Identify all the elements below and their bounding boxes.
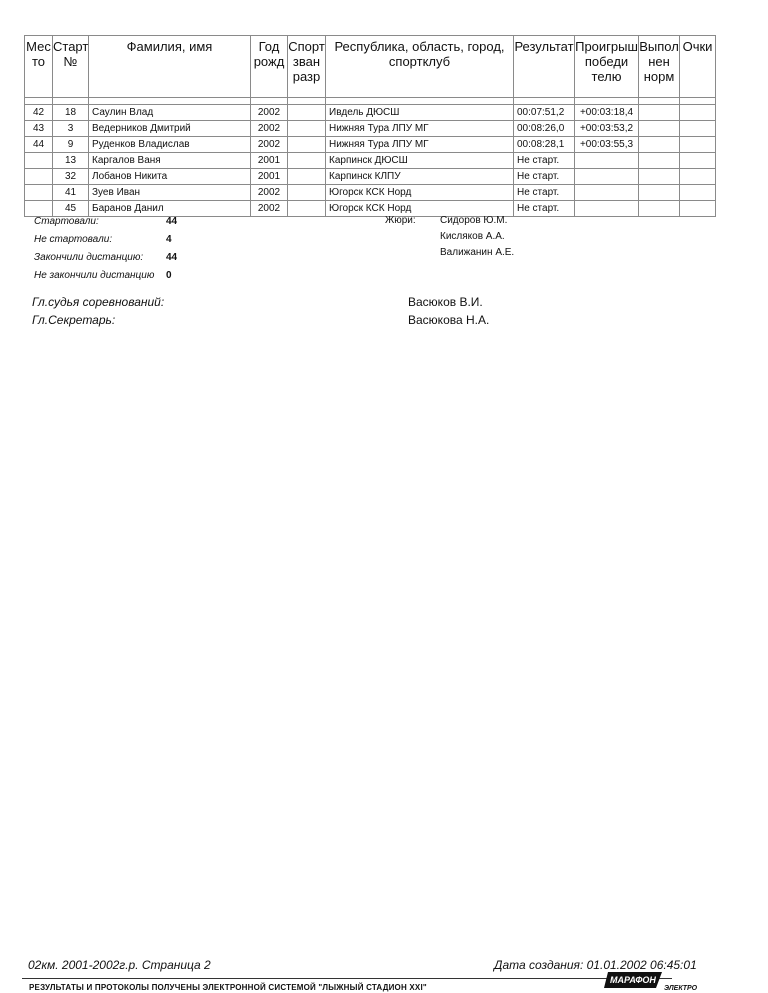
- stat-label: Стартовали:: [34, 216, 99, 227]
- table-row: [25, 137, 716, 153]
- cell-name: Лобанов Никита: [89, 169, 251, 185]
- stat-value: 44: [166, 252, 178, 263]
- cell-result: 00:08:26,0: [514, 121, 575, 137]
- stat-value: 44: [166, 216, 178, 227]
- cell-name: Баранов Данил: [89, 201, 251, 217]
- cell-points: [680, 185, 716, 201]
- table-row: [25, 185, 716, 201]
- cell-place: 42: [25, 105, 53, 121]
- jury-member: Сидоров Ю.М.: [440, 215, 508, 226]
- cell-norm: [639, 169, 680, 185]
- stat-label: Не стартовали:: [34, 234, 113, 245]
- cell-region: Нижняя Тура ЛПУ МГ: [326, 121, 514, 137]
- cell-rank: [288, 169, 326, 185]
- cell-result: 00:08:28,1: [514, 137, 575, 153]
- stat-finished: [34, 249, 178, 267]
- official-role: Гл.Секретарь:: [32, 313, 116, 327]
- stat-label: Закончили дистанцию:: [34, 252, 144, 263]
- cell-behind: [575, 153, 639, 169]
- footer-created-date: Дата создания: 01.01.2002 06:45:01: [494, 958, 697, 972]
- jury-members: [440, 213, 600, 261]
- officials-block: [32, 293, 490, 329]
- cell-region: Ивдель ДЮСШ: [326, 105, 514, 121]
- header-points: Очки: [680, 36, 716, 98]
- cell-rank: [288, 185, 326, 201]
- cell-region: Карпинск ДЮСШ: [326, 153, 514, 169]
- cell-points: [680, 201, 716, 217]
- marathon-logo: [604, 970, 714, 992]
- header-result: Результат: [514, 36, 575, 98]
- jury-member: Валижанин А.Е.: [440, 247, 515, 258]
- official-chief-judge: [32, 293, 483, 311]
- cell-behind: [575, 185, 639, 201]
- results-table: [24, 35, 716, 217]
- cell-points: [680, 153, 716, 169]
- jury-label: Жюри:: [385, 215, 416, 226]
- header-region: Республика, область, город, спортклуб: [326, 36, 514, 98]
- official-name: Васюкова Н.А.: [408, 313, 490, 327]
- official-role: Гл.судья соревнований:: [32, 295, 165, 309]
- footer-divider: [22, 978, 672, 979]
- table-row: [25, 169, 716, 185]
- header-start: Старт №: [53, 36, 89, 98]
- table-row: [25, 105, 716, 121]
- header-row: [25, 36, 716, 98]
- cell-rank: [288, 201, 326, 217]
- cell-norm: [639, 105, 680, 121]
- cell-name: Зуев Иван: [89, 185, 251, 201]
- stat-value: 0: [166, 270, 172, 281]
- cell-year: 2001: [251, 153, 288, 169]
- cell-norm: [639, 153, 680, 169]
- stat-value: 4: [166, 234, 172, 245]
- header-name: Фамилия, имя: [89, 36, 251, 98]
- cell-place: 44: [25, 137, 53, 153]
- cell-behind: +00:03:55,3: [575, 137, 639, 153]
- cell-rank: [288, 121, 326, 137]
- cell-rank: [288, 137, 326, 153]
- cell-norm: [639, 137, 680, 153]
- cell-place: [25, 169, 53, 185]
- cell-region: Югорск КСК Норд: [326, 185, 514, 201]
- logo-subtext: ЭЛЕКТРО: [664, 985, 698, 992]
- table-row: [25, 153, 716, 169]
- cell-points: [680, 105, 716, 121]
- header-norm: Выпол нен норм: [639, 36, 680, 98]
- cell-start: 41: [53, 185, 89, 201]
- cell-name: Каргалов Ваня: [89, 153, 251, 169]
- header-rank: Спорт зван разр: [288, 36, 326, 98]
- spacer-row: [25, 98, 716, 105]
- cell-points: [680, 137, 716, 153]
- cell-year: 2001: [251, 169, 288, 185]
- cell-place: [25, 153, 53, 169]
- official-name: Васюков В.И.: [408, 295, 483, 309]
- header-behind: Проигрыш победи телю: [575, 36, 639, 98]
- cell-year: 2002: [251, 201, 288, 217]
- cell-year: 2002: [251, 185, 288, 201]
- statistics-block: [34, 213, 178, 285]
- cell-start: 32: [53, 169, 89, 185]
- cell-norm: [639, 201, 680, 217]
- cell-region: Нижняя Тура ЛПУ МГ: [326, 137, 514, 153]
- footer-system-note: РЕЗУЛЬТАТЫ И ПРОТОКОЛЫ ПОЛУЧЕНЫ ЭЛЕКТРОННОЙ СИСТЕМОЙ "ЛЫЖНЫЙ СТАДИОН XXI": [29, 983, 427, 992]
- cell-result: 00:07:51,2: [514, 105, 575, 121]
- cell-rank: [288, 153, 326, 169]
- cell-result: Не старт.: [514, 169, 575, 185]
- cell-region: Югорск КСК Норд: [326, 201, 514, 217]
- cell-name: Ведерников Дмитрий: [89, 121, 251, 137]
- cell-year: 2002: [251, 105, 288, 121]
- stat-started: [34, 213, 178, 231]
- stat-not-started: [34, 231, 172, 249]
- cell-behind: [575, 169, 639, 185]
- logo-text: МАРАФОН: [610, 975, 656, 985]
- cell-start: 9: [53, 137, 89, 153]
- cell-result: Не старт.: [514, 201, 575, 217]
- cell-start: 18: [53, 105, 89, 121]
- header-year: Год рожд: [251, 36, 288, 98]
- cell-start: 13: [53, 153, 89, 169]
- cell-behind: +00:03:53,2: [575, 121, 639, 137]
- stat-not-finished: [34, 267, 172, 285]
- stat-label: Не закончили дистанцию: [34, 270, 155, 281]
- cell-behind: +00:03:18,4: [575, 105, 639, 121]
- cell-rank: [288, 105, 326, 121]
- cell-place: 43: [25, 121, 53, 137]
- cell-name: Саулин Влад: [89, 105, 251, 121]
- cell-region: Карпинск КЛПУ: [326, 169, 514, 185]
- table-row: [25, 121, 716, 137]
- cell-norm: [639, 121, 680, 137]
- cell-start: 45: [53, 201, 89, 217]
- cell-start: 3: [53, 121, 89, 137]
- cell-result: Не старт.: [514, 153, 575, 169]
- cell-norm: [639, 185, 680, 201]
- cell-year: 2002: [251, 121, 288, 137]
- jury-member: Кисляков А.А.: [440, 231, 505, 242]
- cell-points: [680, 169, 716, 185]
- cell-name: Руденков Владислав: [89, 137, 251, 153]
- cell-year: 2002: [251, 137, 288, 153]
- cell-place: [25, 185, 53, 201]
- official-chief-secretary: [32, 311, 490, 329]
- header-place: Мес то: [25, 36, 53, 98]
- footer-page-info: 02км. 2001-2002г.р. Страница 2: [28, 958, 211, 972]
- cell-points: [680, 121, 716, 137]
- cell-result: Не старт.: [514, 185, 575, 201]
